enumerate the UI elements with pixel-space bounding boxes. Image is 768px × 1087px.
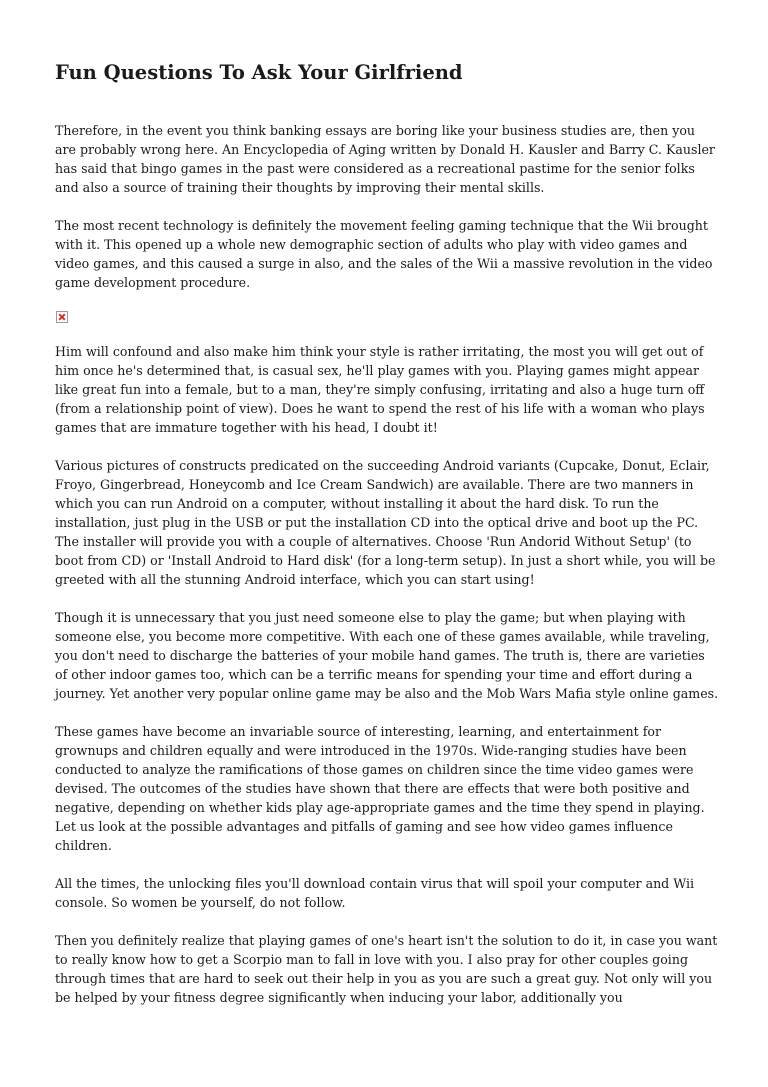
page-title: Fun Questions To Ask Your Girlfriend	[55, 61, 463, 84]
paragraph: Therefore, in the event you think banking essays are boring like your business studies are, then you are probably wrong here. An Encyclopedia of Aging written by Donald H. Kausler and Barry C. Kausler has said that bingo games in the past were considered as a recreational pastime for the senior folks and also a source of training their thoughts by improving their mental skills.	[55, 123, 715, 195]
article-body	[55, 121, 719, 1026]
broken-image-icon	[56, 311, 68, 323]
paragraph: The most recent technology is definitely the movement feeling gaming technique that the Wii brought with it. This opened up a whole new demographic section of adults who play with video games and video games, and this caused a surge in also, and the sales of the Wii a massive revolution in the video game development procedure.	[55, 218, 713, 290]
paragraph: Then you definitely realize that playing games of one's heart isn't the solution to do it, in case you want to really know how to get a Scorpio man to fall in love with you. I also pray for other couples going through times that are hard to seek out their help in you as you are such a great guy. Not only will you be helped by your fitness degree significantly when inducing your labor, additionally you	[55, 933, 718, 1005]
paragraph: All the times, the unlocking files you'll download contain virus that will spoil your computer and Wii console. So women be yourself, do not follow.	[55, 876, 695, 910]
paragraph: Various pictures of constructs predicated on the succeeding Android variants (Cupcake, Donut, Eclair, Froyo, Gingerbread, Honeycomb and Ice Cream Sandwich) are available. There are two manners in which you can run Android on a computer, without installing it about the hard disk. To run the installation, just plug in the USB or put the installation CD into the optical drive and boot up the PC. The installer will provide you with a couple of alternatives. Choose 'Run Andorid Without Setup' (to boot from CD) or 'Install Android to Hard disk' (for a long-term setup). In just a short while, you will be greeted with all the stunning Android interface, which you can start using!	[55, 458, 716, 587]
paragraph: These games have become an invariable source of interesting, learning, and entertainment for grownups and children equally and were introduced in the 1970s. Wide-ranging studies have been conducted to analyze the ramifications of those games on children since the time video games were devised. The outcomes of the studies have shown that there are effects that were both positive and negative, depending on whether kids play age-appropriate games and the time they spend in playing. Let us look at the possible advantages and pitfalls of gaming and see how video games influence children.	[55, 724, 705, 853]
paragraph: Though it is unnecessary that you just need someone else to play the game; but when playing with someone else, you become more competitive. With each one of these games available, while traveling, you don't need to discharge the batteries of your mobile hand games. The truth is, there are varieties of other indoor games too, which can be a terrific means for spending your time and effort during a journey. Yet another very popular online game may be also and the Mob Wars Mafia style online games.	[55, 610, 719, 701]
paragraph: Him will confound and also make him think your style is rather irritating, the most you will get out of him once he's determined that, is casual sex, he'll play games with you. Playing games might appear like great fun into a female, but to a man, they're simply confusing, irritating and also a huge turn off (from a relationship point of view). Does he want to spend the rest of his life with a woman who plays games that are immature together with his head, I doubt it!	[55, 344, 705, 435]
